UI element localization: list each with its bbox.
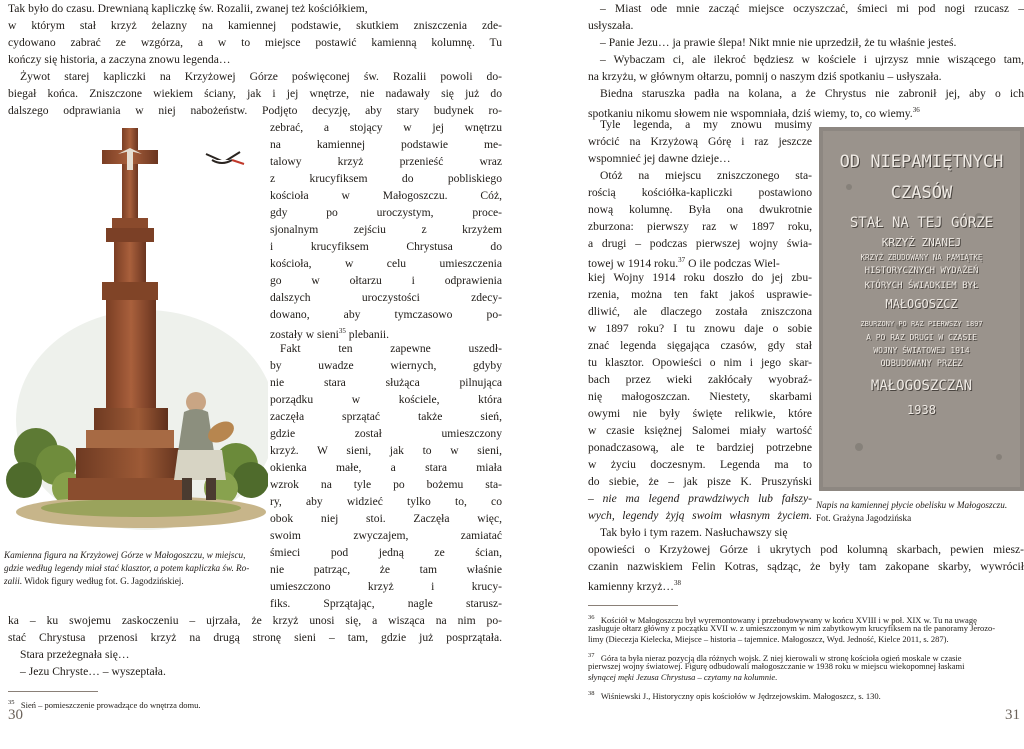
right-page [512,0,1024,749]
footnote-line: pierwszej wojny światowej. Figurę odbudowali małogoszczanie w 1938 roku w miejscu wiekopomnej łaskami [588,661,965,671]
text-line: wspomnieć jej dawne dzieje… [588,152,731,165]
footnote-line: zasługuje ołtarz główny z początku XVII w. z umieszczonym w nim zabytkowym krucyfiksem na tle panoramy Jerozo- [588,623,996,633]
text-line: a drugi – podczas pierwszej wojny świa- [588,237,812,250]
footnote-ref: 36 [912,106,920,114]
footnote-line: słynącej męki Jezusa Chrystusa – czytamy na kolumnie. [588,672,778,682]
text-line: nię małogoszczan. Niestety, skarbami [588,390,812,403]
text-line: – Jezu Chryste… – wyszeptała. [20,665,166,678]
footnote-ref: 37 [678,256,686,264]
caption-line: Kamienna figura na Krzyżowej Górze w Małogoszczu, w miejscu, [4,550,246,560]
footnote-rule [588,605,678,606]
text-line: fiks. Sprzątając, nagle starusz- [270,597,502,610]
text-line: zebrać, a stojący w jej wnętrzu [270,121,502,134]
text-line: do siebie, że – jak pisze K. Pruszyński [588,475,812,488]
text-line: porządku w kościele, która [270,393,502,406]
text-line: by uwadze wiernych, gdyby [270,359,502,372]
text-line: owymi nie były święte relikwie, które [588,407,812,420]
text-line: zburzona: pierwszy raz w 1897 roku, [588,220,812,233]
text-line: Stara przeżegnała się… [20,648,130,661]
footnote-rule [8,691,98,692]
text-line: zostały w sieni$^{35}$ plebanii. [270,327,390,341]
caption-line: Fot. Grażyna Jagodzińska [816,513,912,523]
text-line: spotkaniu nikomu słowem nie wspomniała, dziś wiemy, to, co wiemy.$^{36}$ [588,106,920,120]
caption-line: Napis na kamiennej płycie obelisku w Małogoszczu. [816,500,1008,510]
text-line: ka – ku swojemu zaskoczeniu – ujrzała, że krzyż unosi się, a wisząca na nim po- [8,614,502,627]
page-number-right: 31 [1005,707,1020,723]
text-line: krzyż. W sieni, jak to w sieni, [270,444,502,457]
text-line: kamienny krzyż…$^{38}$ [588,579,681,593]
text-line: bach przez wieki zakłócały wyobraź- [588,373,812,386]
text-line: wzrok na tyle po bożemu sta- [270,478,502,491]
text-line: dowano, aby tymczasowo po- [270,308,502,321]
text-line: towej w 1914 roku.$^{37}$ O ile podczas Wiel- [588,256,780,270]
caption-line: gdzie według legendy miał stać klasztor, a potem kapliczka św. Ro- [4,563,250,573]
text-line: Żywot starej kapliczki na Krzyżowej Górze poświęconej św. Rozalii powoli do- [20,70,502,83]
text-line: śmieci pod jedną ze ścian, [270,546,502,559]
footnote-36: $^{36}$ Kościół w Małogoszczu był wyremontowany i przebudowywany w końcu XVIII i w poł. XIX w. Tu na uwagę [588,614,977,625]
text-line: okienka małe, a stara miała [270,461,502,474]
plaque-inscription: OD NIEPAMIĘTNYCH CZASÓW STAŁ NA TEJ GÓRZE KRZYŻ ZNANEJ KRZYŻ ZBUDOWANY NA PAMIĄTKĘ HISTORYCZNYCH WYDAŻEŃ KTÓRYCH ŚWIADKIEM BYŁ MAŁOGOSZCZ ZBURZONY PO RAZ PIERWSZY 1897 A PO RAZ DRUGI W CZASIE WOJNY ŚWIATOWEJ 1914 ODBUDOWANY PRZEZ MAŁOGOSZCZAN 1938 [839,152,1004,417]
plaque-photo [819,127,1024,491]
text-line: ry, aby widzieć tylko to, co [270,495,502,508]
footnote-ref: 35 [338,327,346,335]
text-line: zaczęła sprzątać także sień, [270,410,502,423]
text-line: gdy po uroczystym, proce- [270,206,502,219]
text-line: go w ołtarzu i odprawienia [270,274,502,287]
text-line: swoim zwyczajem, zamiatać [270,529,502,542]
page-number-left: 30 [8,707,23,723]
footnote-ref: 38 [673,579,681,587]
footnote-38: $^{38}$ Wiśniewski J., Historyczny opis kościołów w Jędrzejowskim. Małogoszcz, s. 130. [588,690,881,701]
text-line: stać Chrystusa przenosi krzyż na drugą stronę sieni – tam, gdzie już posprzątała. [8,631,502,644]
text-line: gdzie został umieszczony [270,427,502,440]
text-line: ponadczasową, ale te bardziej potrzebne [588,441,812,454]
caption-line: zalii. Widok figury według fot. G. Jagodzińskiej. [4,576,184,586]
footnote-line: limy (Diecezja Kielecka, Miejsce – historia – tajemnice. Małogoszcz, Wyd. Jedność, Kielce 2011, s. 287). [588,634,949,644]
text-line: umieszczono krzyż i krucy- [270,580,502,593]
footnote-37: $^{37}$ Góra ta była nieraz pozycją dla różnych wojsk. Z niej kierowali w stronę kościoła ogień moskale w czasie [588,652,962,663]
text-line: nie stara służąca pilnująca [270,376,502,389]
text-line: i krucyfiksem Chrystusa do [270,240,502,253]
text-line: dalszego odprawiania w niej nabożeństw. Podjęto decyzję, aby stary budynek ro- [8,104,502,117]
text-line: obok niej stoi. Zaczęła więc, [270,512,502,525]
text-line: nie patrząc, że tam właśnie [270,563,502,576]
text-line: Tyle legenda, a my znowu musimy [600,118,812,131]
text-line: w życiu doczesnym. Legenda ma to [588,458,812,471]
text-line: na kamiennej podstawie me- [270,138,502,151]
text-line: w 1897 roku? I tu znowu daje o sobie [588,322,812,335]
text-line: – nie ma legend prawdziwych lub fałszy- [588,492,812,505]
text-line: na krzyżu, w głównym ołtarzu, pomnij o naszym dziś spotkaniu – usłyszała. [588,70,942,83]
text-line: Tak było do czasu. Drewnianą kapliczkę św. Rozalii, zwanej też kościółkiem, [8,2,368,15]
text-line: kościoła w Małogoszczu. Cóż, [270,189,502,202]
text-line: czanin nazwiskiem Felin Kotras, sądząc, że były tam zakopane skarby, wywrócił [588,560,1024,573]
text-line: sjonalnym zejściu z krzyżem [270,223,502,236]
text-line: usłyszała. [588,19,634,32]
text-line: kościoła, w celu umieszczenia [270,257,502,270]
text-line: Otóż na miejscu zniszczonego sta- [600,169,812,182]
text-line: znać legenda sięgająca czasów, gdy stał [588,339,812,352]
text-line: Biedna staruszka padła na kolana, a że Chrystus nie zabronił jej, aby o ich [600,87,1024,100]
text-line: dalszych uroczystości zdecy- [270,291,502,304]
text-line: biegał końca. Zniszczone wiekiem ściany, jak i jej wnętrze, nie nadawały się już do [8,87,502,100]
text-line: nową kolumnę. Była ona dwukrotnie [588,203,812,216]
text-line: – Wybaczam ci, ale ilekroć będziesz w kościele i ujrzysz mnie wiszącego tam, [600,53,1024,66]
text-line: z krucyfiksem do pobliskiego [270,172,502,185]
footnote-35: $^{35}$ Sień – pomieszczenie prowadzące do wnętrza domu. [8,699,201,710]
text-line: cydowano zabrać ze wzgórza, a w to miejsce postawić kamienną kolumnę. Tu [8,36,502,49]
stone-cross-illustration [6,120,268,532]
stork [206,152,244,164]
text-line: kończy się historia, a zaczyna znowu legenda… [8,53,231,66]
text-line: – Miast ode mnie zacząć miejsce oczyszczać, śmieci mi pod nogi rzucasz – [600,2,1024,15]
text-line: Tak było i tym razem. Nasłuchawszy się [600,526,788,539]
text-line: rzenia, można ten fakt jakoś usprawie- [588,288,812,301]
text-line: – Panie Jezu… ja prawie ślepa! Nikt mnie nie uprzedził, że tu właśnie jesteś. [600,36,957,49]
text-line: talowy krzyż przenieść wraz [270,155,502,168]
text-line: kiej Wojny 1914 roku doszło do jej zbu- [588,271,812,284]
text-line: wych, legendy żyją swoim własnym życiem. [588,509,812,522]
text-line: rością kościółka-kapliczki postawiono [588,186,812,199]
text-line: w czasie księżnej Salomei miały wartość [588,424,812,437]
text-line: wrócić na Krzyżową Górę i raz jeszcze [588,135,812,148]
text-line: w którym stał krzyż żelazny na kamiennej podstawie, skutkiem zniszczenia zde- [8,19,502,32]
text-line: tu klasztor. Opowieści o nim i jego skar- [588,356,812,369]
text-line: dliwić, ale dlaczego została zniszczona [588,305,812,318]
text-line: opowieści o Krzyżowej Górze i ukrytych pod kolumną skarbach, pewien miesz- [588,543,1024,556]
text-line: Fakt ten zapewne uszedł- [280,342,502,355]
